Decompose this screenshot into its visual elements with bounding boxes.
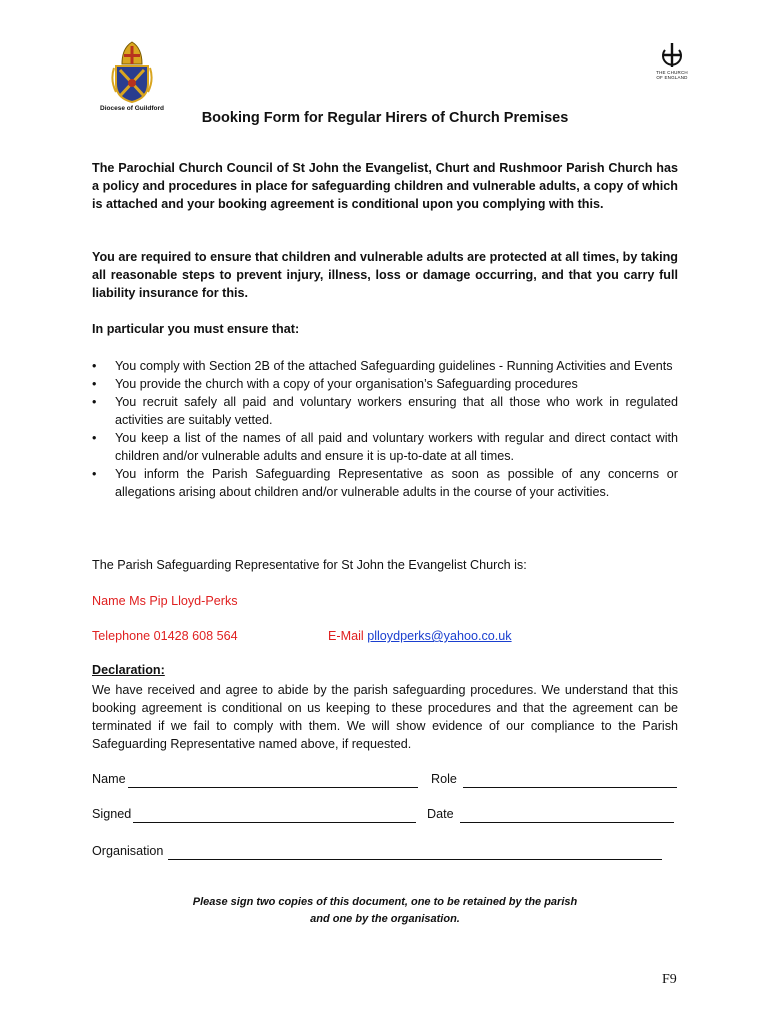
organisation-field[interactable] [92, 842, 662, 860]
church-of-england-logo [648, 42, 696, 80]
list-item [92, 393, 678, 429]
list-item-text: You inform the Parish Safeguarding Representative as soon as possible of any concerns or allegations arising about children and/or vulnerable adults in the course of your activities. [115, 467, 678, 499]
cross-circle-icon [660, 42, 684, 68]
signed-label: Signed [92, 807, 132, 821]
signed-field[interactable] [92, 805, 416, 823]
intro-paragraph-2: You are required to ensure that children and vulnerable adults are protected at all times, by taking all reasonable steps to prevent injury, illness, loss or damage occurring, and that you carry full liability insurance for this. [92, 250, 678, 300]
bullet-icon: • [92, 359, 97, 373]
date-label: Date [427, 807, 454, 821]
list-item [92, 357, 678, 375]
page-number: F9 [662, 972, 677, 987]
list-item-text: You comply with Section 2B of the attached Safeguarding guidelines - Running Activities and Events [115, 359, 673, 373]
email-label: E-Mail [328, 629, 368, 643]
bullet-icon: • [92, 467, 97, 481]
page-title: Booking Form for Regular Hirers of Church Premises [201, 110, 569, 126]
diocese-crest-icon [110, 40, 154, 104]
representative-telephone: Telephone 01428 608 564 [92, 629, 238, 643]
role-label: Role [431, 772, 457, 786]
representative-email-row [328, 627, 512, 645]
email-link[interactable]: plloydperks@yahoo.co.uk [367, 629, 512, 643]
name-field[interactable] [92, 770, 418, 788]
diocese-logo [92, 40, 172, 120]
bullet-icon: • [92, 431, 97, 445]
representative-intro: The Parish Safeguarding Representative for St John the Evangelist Church is: [92, 558, 527, 572]
representative-name: Name Ms Pip Lloyd-Perks [92, 594, 238, 608]
intro-paragraph-1: The Parochial Church Council of St John the Evangelist, Churt and Rushmoor Parish Church has a policy and procedures in place for safeguarding children and vulnerable adults, a copy of which is attached and your booking agreement is conditional upon you complying with this. [92, 161, 678, 211]
name-label: Name [92, 772, 126, 786]
list-item-text: You keep a list of the names of all paid and voluntary workers with regular and direct contact with children and/or vulnerable adults and ensure it is up-to-date at all times. [115, 431, 678, 463]
declaration-text: We have received and agree to abide by the parish safeguarding procedures. We understand that this booking agreement is conditional on us keeping to these procedures and that the agreement can be terminated if we fail to comply with them. We will show evidence of our compliance to the Parish Safeguarding Representative named above, if requested. [92, 683, 678, 751]
list-item [92, 375, 678, 393]
list-item-text: You recruit safely all paid and voluntary workers ensuring that all those who work in regulated activities are suitably vetted. [115, 395, 678, 427]
date-line[interactable] [460, 809, 674, 823]
diocese-logo-caption: Diocese of Guildford [100, 105, 164, 112]
list-item-text: You provide the church with a copy of your organisation’s Safeguarding procedures [115, 377, 578, 391]
intro-paragraph-3: In particular you must ensure that: [92, 322, 300, 336]
signing-note-line-2: and one by the organisation. [310, 913, 460, 925]
role-line[interactable] [463, 774, 677, 788]
church-of-england-caption-1: THE CHURCH [656, 70, 688, 75]
list-item [92, 465, 678, 501]
organisation-line[interactable] [168, 846, 662, 860]
signing-note [0, 894, 770, 928]
requirements-list [92, 357, 678, 501]
bullet-icon: • [92, 395, 97, 409]
organisation-label: Organisation [92, 844, 164, 858]
name-line[interactable] [128, 774, 418, 788]
role-field[interactable] [431, 770, 677, 788]
church-of-england-caption-2: OF ENGLAND [656, 75, 688, 80]
list-item [92, 429, 678, 465]
date-field[interactable] [427, 805, 674, 823]
signing-note-line-1: Please sign two copies of this document, one to be retained by the parish [192, 896, 578, 908]
bullet-icon: • [92, 377, 97, 391]
signed-line[interactable] [133, 809, 416, 823]
declaration-title: Declaration: [92, 663, 165, 677]
